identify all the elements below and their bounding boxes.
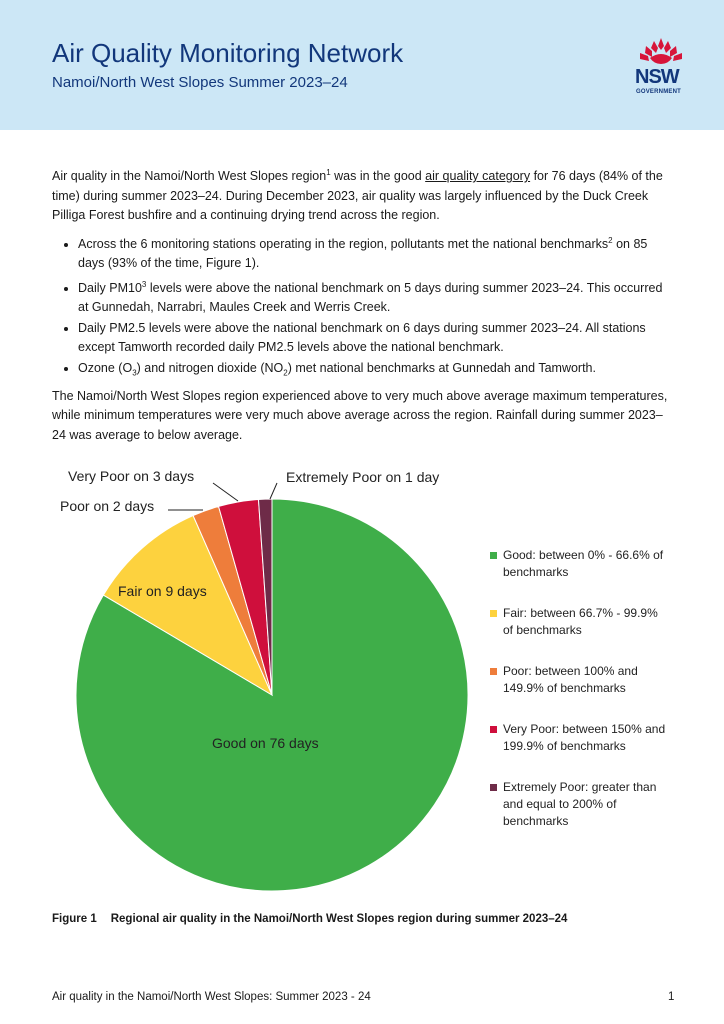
- legend-item-very-poor: Very Poor: between 150% and 199.9% of benchmarks: [490, 721, 670, 755]
- intro-paragraph: Air quality in the Namoi/North West Slopes region$^1$ was in the good air quality category for 76 days (84% of the time) during summer 2023–24. During December 2023, air quality was largely influenced by the Duck Creek Pilliga Forest bushfire and a continuing drying trend across the region.: [52, 168, 663, 223]
- page-header: [0, 0, 724, 130]
- figure-caption: [52, 913, 567, 925]
- logo-subtext: GOVERNMENT: [636, 89, 682, 95]
- page-subtitle: Namoi/North West Slopes Summer 2023–24: [52, 74, 348, 91]
- legend-swatch: [490, 610, 497, 617]
- slice-label-poor: Poor on 2 days: [60, 498, 155, 514]
- footer-text: Air quality in the Namoi/North West Slopes: Summer 2023 - 24: [52, 991, 371, 1003]
- leader-line-very-poor: [213, 483, 238, 501]
- key-points-list: [52, 231, 676, 383]
- list-item: • Ozone $(O_3)$ and nitrogen dioxide $(NO_2)$ met national benchmarks at Gunnedah and Tamworth.: [78, 359, 676, 383]
- legend-swatch: [490, 552, 497, 559]
- figure-caption-text: Regional air quality in the Namoi/North West Slopes region during summer 2023–24: [110, 913, 568, 925]
- logo-wordmark: NSW: [635, 66, 679, 88]
- legend-item-extremely-poor: Extremely Poor: greater than and equal to 200% of benchmarks: [490, 779, 670, 830]
- leader-line-extremely-poor: [270, 483, 277, 499]
- page-number: 1: [668, 991, 675, 1003]
- slice-label-very-poor: Very Poor on 3 days: [68, 468, 195, 484]
- list-item: • Across the 6 monitoring stations operating in the region, pollutants met the national benchmarks$^2$ on 85 days (93% of the time, Figure 1).: [78, 231, 676, 274]
- slice-label-fair: Fair on 9 days: [118, 583, 207, 599]
- list-item: • Daily PM2.5 levels were above the national benchmark on 6 days during summer 2023–24. All stations except Tamworth recorded daily PM2.5 levels above the national benchmark.: [78, 319, 676, 358]
- legend-item-poor: Poor: between 100% and 149.9% of benchmarks: [490, 663, 670, 697]
- chart-legend: [490, 547, 670, 854]
- legend-item-good: Good: between 0% - 66.6% of benchmarks: [490, 547, 670, 581]
- legend-swatch: [490, 784, 497, 791]
- legend-item-fair: Fair: between 66.7% - 99.9% of benchmarks: [490, 605, 670, 639]
- list-item: • Daily $PM10^3$ levels were above the national benchmark on 5 days during summer 2023–24. This occurred at Gunnedah, Narrabri, Maules Creek and Werris Creek.: [78, 275, 676, 318]
- legend-swatch: [490, 668, 497, 675]
- figure-number: Figure 1: [52, 913, 97, 925]
- page-title: Air Quality Monitoring Network: [52, 38, 404, 68]
- slice-label-extremely-poor: Extremely Poor on 1 day: [286, 469, 440, 485]
- air-quality-pie-chart: [0, 455, 724, 905]
- air-quality-category-link[interactable]: air quality category: [425, 169, 531, 184]
- closing-paragraph: The Namoi/North West Slopes region experienced above to very much above average maximum temperatures, while minimum temperatures were very much above average across the region. Rainfall during summer 2023–24 was average to below average.: [52, 388, 668, 442]
- slice-label-good: Good on 76 days: [212, 735, 319, 751]
- legend-swatch: [490, 726, 497, 733]
- body-text: [52, 163, 676, 450]
